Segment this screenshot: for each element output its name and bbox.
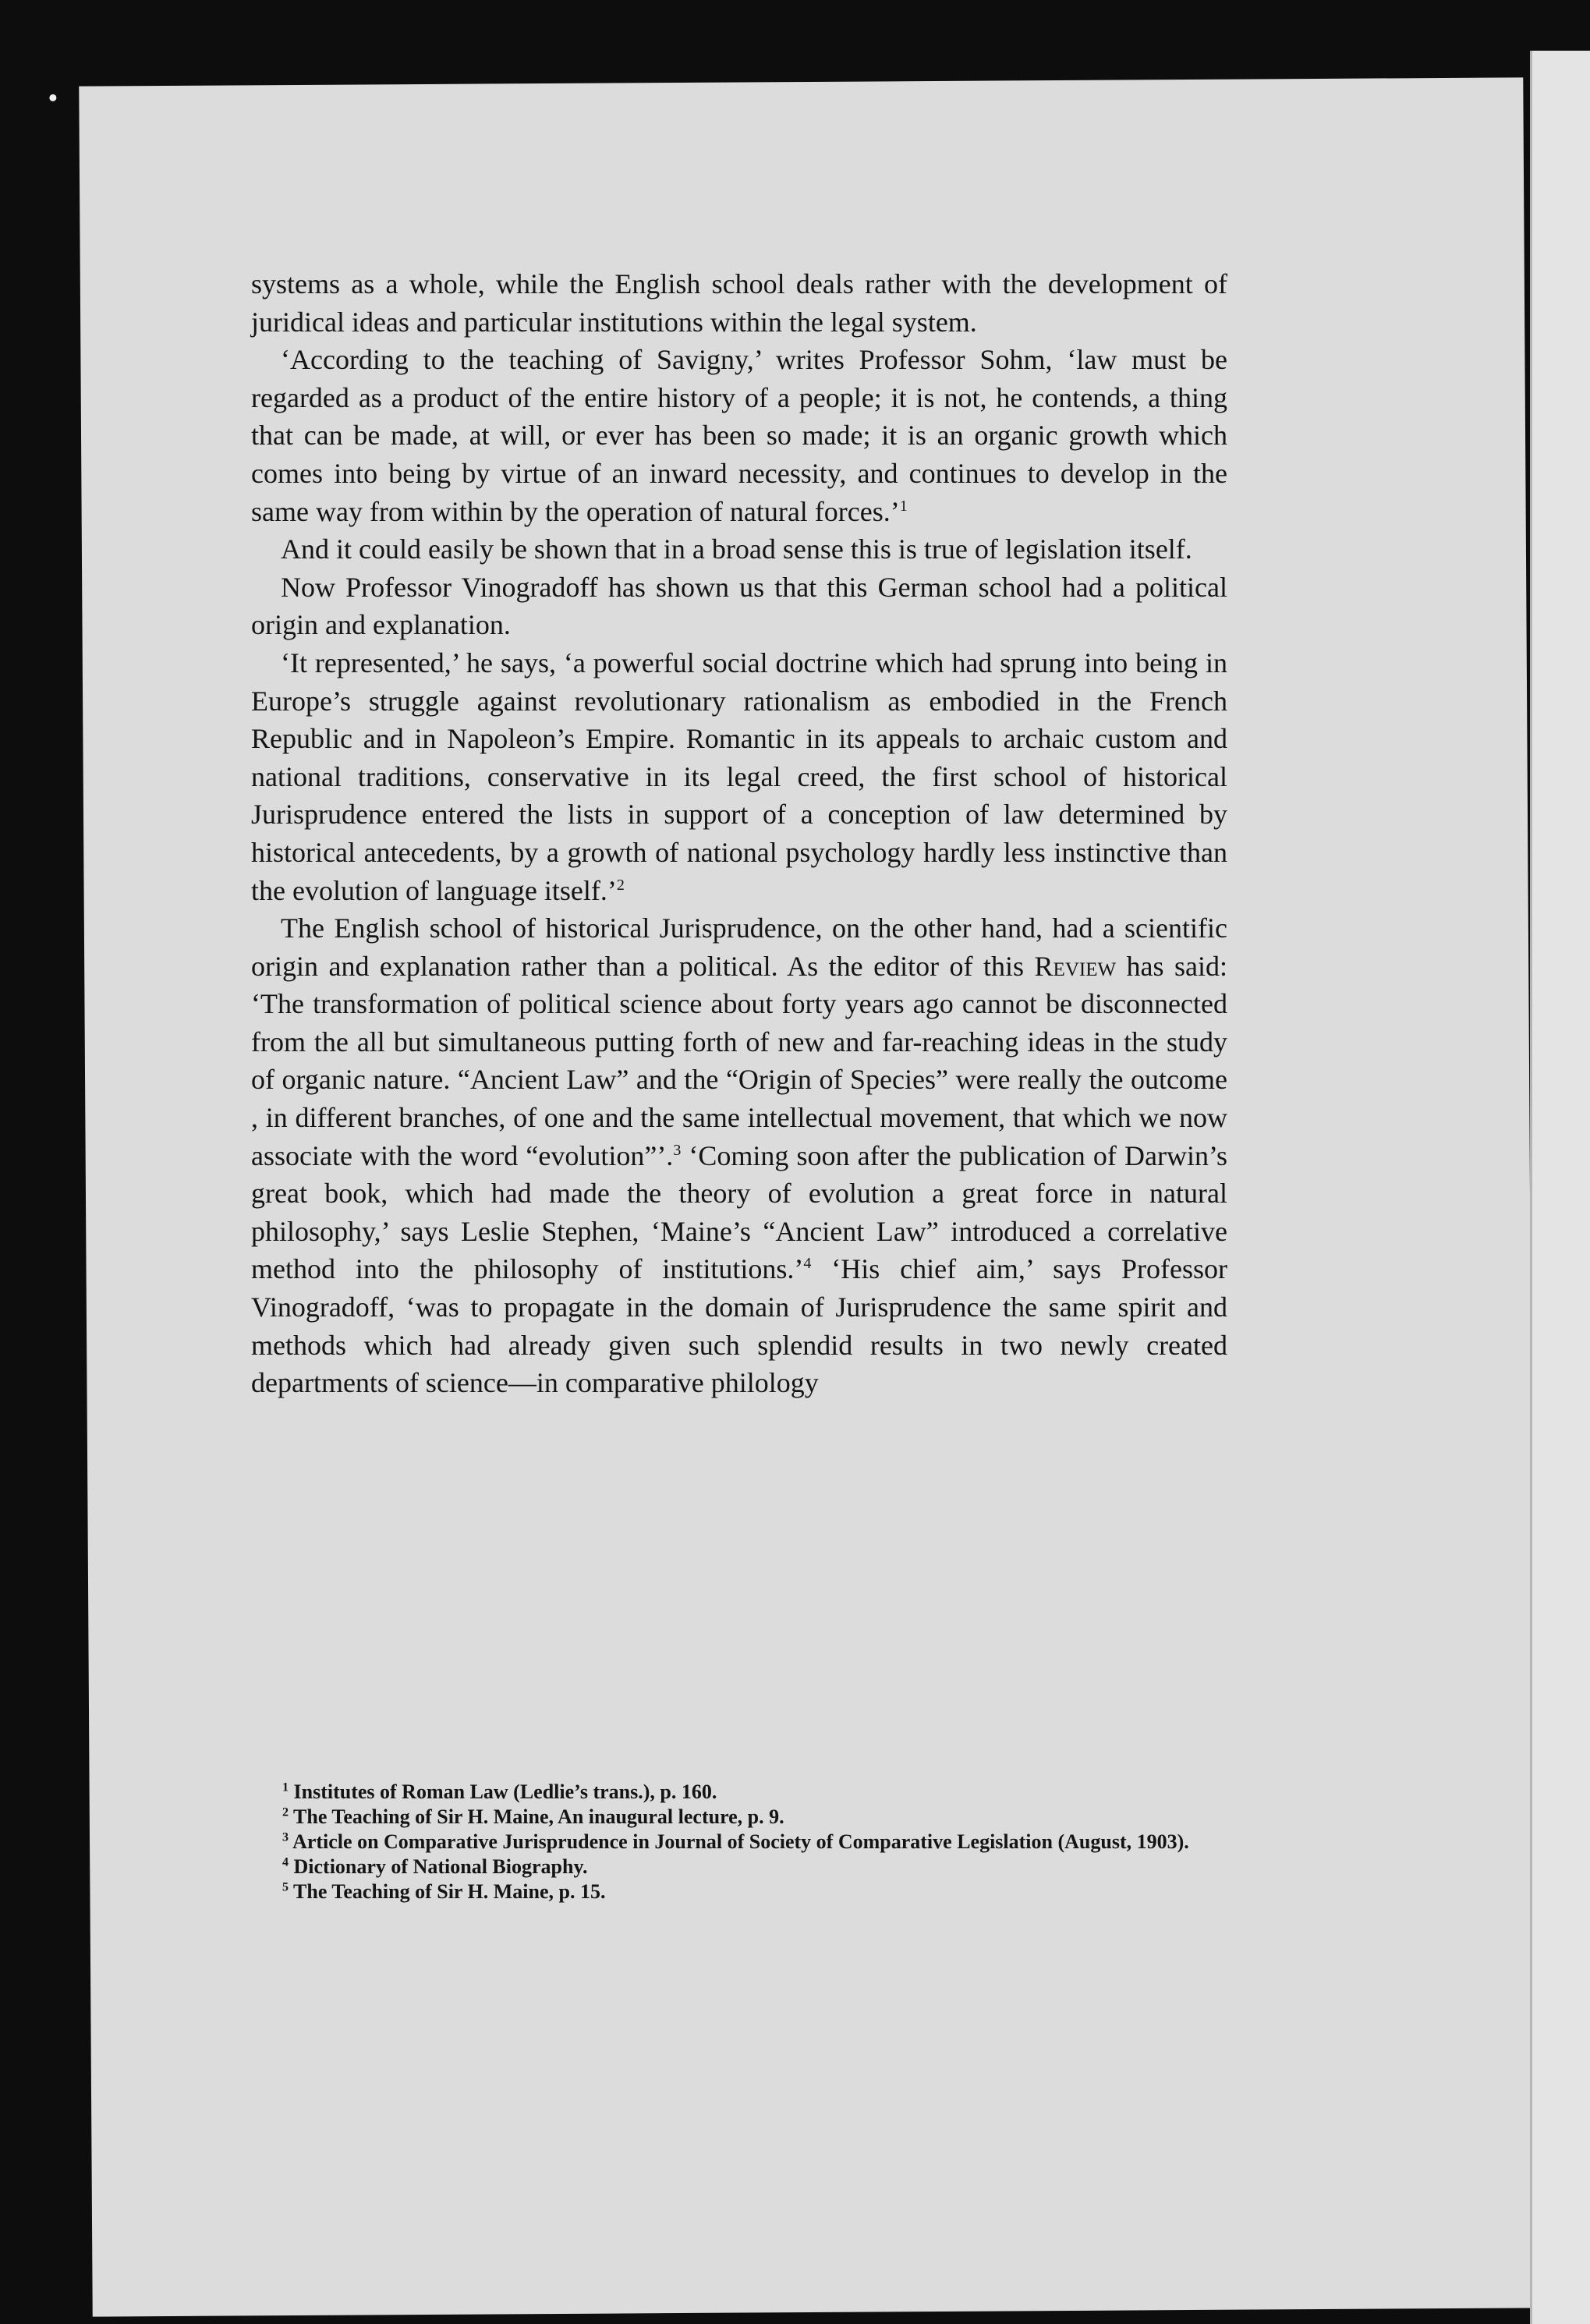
paragraph-text: ‘According to the teaching of Savigny,’ writes Professor Sohm, ‘law must be regarded as a product of the entire history of a people; it is not, he contends, a thing that can be made, at will, or ever has been so made; it is an organic growth which comes into being by virtue of an inward necessity, and continues to develop in the same way from within by the operation of natural forces.’ — [251, 344, 1227, 527]
paragraph — [251, 569, 1227, 644]
footnote-text: Institutes of Roman Law (Ledlie’s trans.), p. 160. — [289, 1780, 717, 1803]
paragraph — [251, 530, 1227, 569]
paragraph-text: Now Professor Vinogradoff has shown us that this German school had a political origin and explanation. — [251, 571, 1227, 641]
small-caps-text: Review — [1034, 950, 1117, 982]
footnote-mark: 1 — [282, 1780, 289, 1794]
paragraph-text: The English school of historical Jurisprudence, on the other hand, had a scientific origin and explanation rather than a political. As the editor of this — [251, 912, 1227, 982]
footnote — [251, 1879, 1227, 1904]
paragraph-text: ‘His chief aim,’ says Professor Vinogradoff, ‘was to propagate in the domain of Jurisprudence the same spirit and methods which had already given such splendid results in two newly created departments of science—in comparative philology — [251, 1253, 1227, 1399]
footnote — [251, 1780, 1227, 1805]
footnote-mark: 4 — [282, 1855, 289, 1869]
footnote-reference: 3 — [673, 1141, 682, 1159]
footnote-reference: 1 — [899, 497, 908, 515]
paragraph — [251, 644, 1227, 909]
dust-speck — [49, 94, 56, 101]
body-text — [251, 265, 1227, 1402]
footnote-text: Article on Comparative Jurisprudence in Journal of Society of Comparative Legislation (August, 1903). — [289, 1830, 1189, 1853]
footnote-mark: 2 — [282, 1805, 289, 1819]
footnote — [251, 1830, 1227, 1855]
footnote-mark: 5 — [282, 1880, 289, 1894]
paragraph — [251, 909, 1227, 1402]
footnotes — [251, 1780, 1227, 1904]
paragraph-text: has said: ‘The transformation of political science about forty years ago cannot be disconnected from the all but simultaneous putting forth of new and far-reaching ideas in the study of organic nature. “Ancient Law” and the “Origin of Species” were really the outcome , in different branches, of one and the same intellectual movement, that which we now associate with the word “evolution”’. — [251, 950, 1228, 1171]
paragraph-text: ‘Coming soon after the publication of Darwin’s great book, which had made the theory of evolution a great force in natural philosophy,’ says Leslie Stephen, ‘Maine’s “Ancient Law” introduced a correlative method into the philosophy of institutions.’ — [251, 1139, 1227, 1285]
footnote — [251, 1805, 1227, 1830]
footnote-reference: 2 — [616, 876, 625, 894]
footnote-text: Dictionary of National Biography. — [289, 1855, 588, 1878]
footnote-text: The Teaching of Sir H. Maine, An inaugural lecture, p. 9. — [289, 1805, 784, 1828]
paragraph — [251, 341, 1227, 530]
paragraph — [251, 265, 1227, 341]
paragraph-text: And it could easily be shown that in a broad sense this is true of legislation itself. — [281, 533, 1192, 565]
paragraph-text: ‘It represented,’ he says, ‘a powerful social doctrine which had sprung into being in Europe’s struggle against revolutionary rationalism as embodied in the French Republic and in Napoleon’s Empire. Romantic in its appeals to archaic custom and national traditions, conservative in its legal creed, the first school of historical Jurisprudence entered the lists in support of a conception of law determined by historical antecedents, by a growth of national psychology hardly less instinctive than the evolution of language itself.’ — [251, 647, 1227, 906]
footnote-reference: 4 — [803, 1255, 812, 1273]
footnote — [251, 1855, 1227, 1879]
facing-page-edge — [1530, 51, 1590, 2324]
paragraph-text: systems as a whole, while the English school deals rather with the development of juridical ideas and particular institutions within the legal system. — [251, 268, 1227, 338]
footnote-text: The Teaching of Sir H. Maine, p. 15. — [289, 1880, 606, 1903]
footnote-mark: 3 — [282, 1830, 289, 1844]
